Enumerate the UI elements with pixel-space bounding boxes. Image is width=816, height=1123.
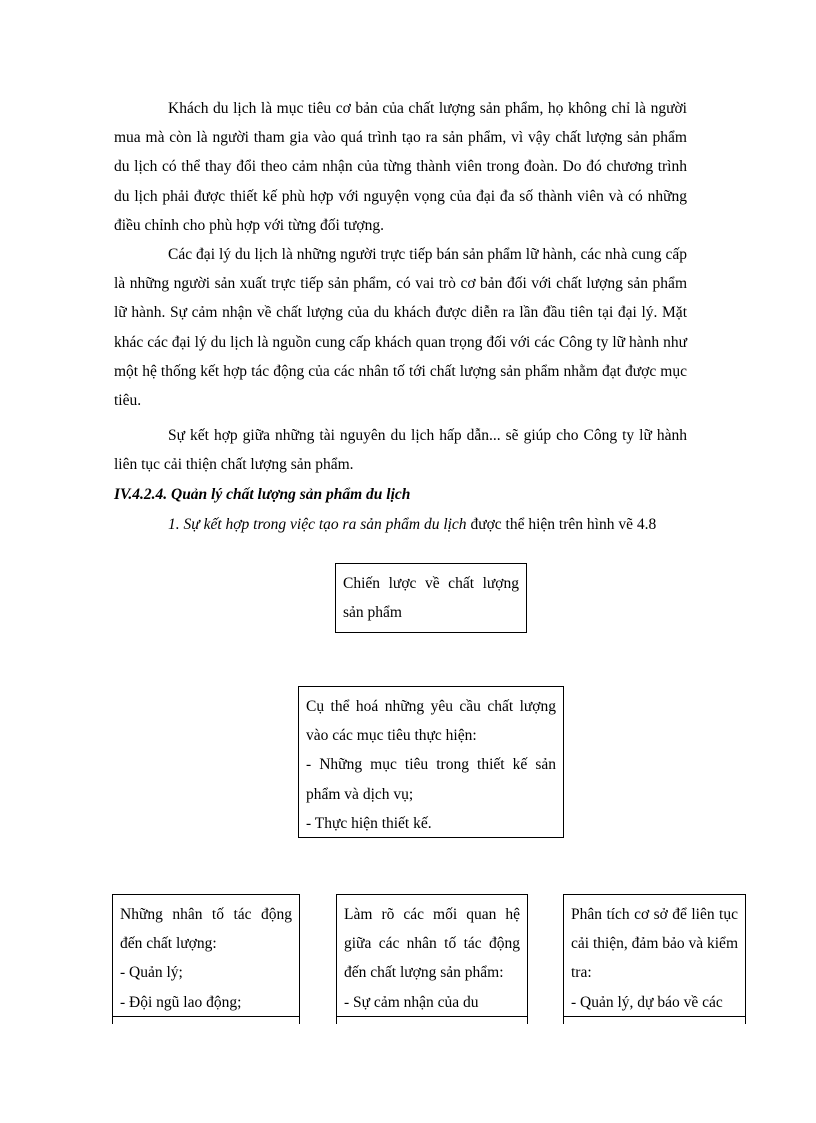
- box-improvement-analysis-line: Phân tích cơ sở để liên tục cải thiện, đảm bảo và kiểm tra:: [571, 906, 738, 982]
- subsection-title: 1. Sự kết hợp trong việc tạo ra sản phẩm du lịch: [168, 516, 467, 533]
- paragraph-agents: Các đại lý du lịch là những người trực tiếp bán sản phẩm lữ hành, các nhà cung cấp là những người sản xuất trực tiếp sản phẩm, có vai trò cơ bản đối với chất lượng sản phẩm lữ hành. Sự cảm nhận về chất lượng của du khách được diễn ra lần đầu tiên tại đại lý. Mặt khác các đại lý du lịch là nguồn cung cấp khách quan trọng đối với các Công ty lữ hành như một hệ thống kết hợp tác động của các nhân tố tới chất lượng sản phẩm nhằm đạt được mục tiêu.: [114, 246, 687, 410]
- subsection-line: [168, 514, 656, 536]
- box-specify-requirements-line: Cụ thể hoá những yêu cầu chất lượng vào các mục tiêu thực hiện:: [306, 698, 556, 745]
- box-quality-strategy: [335, 563, 527, 633]
- paragraph-resources: Sự kết hợp giữa những tài nguyên du lịch hấp dẫn... sẽ giúp cho Công ty lữ hành liên tục cải thiện chất lượng sản phẩm.: [114, 427, 687, 474]
- box-specify-requirements: [298, 686, 564, 838]
- box-factor-relations-bottom-border: [336, 1016, 528, 1017]
- box-quality-strategy-text: Chiến lược về chất lượng sản phẩm: [343, 575, 519, 622]
- box-factor-relations: [336, 894, 528, 1024]
- box-improvement-analysis-line: - Quản lý, dự báo về các: [571, 993, 723, 1011]
- box-factor-relations-line: - Sự cảm nhận của du: [344, 993, 479, 1011]
- box-quality-factors-line: - Đội ngũ lao động;: [120, 993, 242, 1011]
- paragraph-tourists: Khách du lịch là mục tiêu cơ bản của chất lượng sản phẩm, họ không chỉ là người mua mà còn là người tham gia vào quá trình tạo ra sản phẩm, vì vậy chất lượng sản phẩm du lịch có thể thay đổi theo cảm nhận của từng thành viên trong đoàn. Do đó chương trình du lịch phải được thiết kế phù hợp với nguyện vọng của đại đa số thành viên và có những điều chỉnh cho phù hợp với từng đối tượng.: [114, 100, 687, 234]
- box-quality-factors-line: Những nhân tố tác động đến chất lượng:: [120, 906, 292, 953]
- box-improvement-analysis-bottom-border: [563, 1016, 746, 1017]
- section-heading: IV.4.2.4. Quản lý chất lượng sản phẩm du lịch: [114, 486, 411, 503]
- box-quality-factors: [112, 894, 300, 1024]
- box-specify-requirements-line: - Thực hiện thiết kế.: [306, 814, 432, 832]
- box-specify-requirements-line: - Những mục tiêu trong thiết kế sản phẩm và dịch vụ;: [306, 756, 556, 803]
- box-quality-factors-line: - Quản lý;: [120, 964, 183, 982]
- box-improvement-analysis: [563, 894, 746, 1024]
- subsection-caption: được thể hiện trên hình vẽ 4.8: [466, 516, 657, 533]
- box-factor-relations-line: Làm rõ các mối quan hệ giữa các nhân tố tác động đến chất lượng sản phẩm:: [344, 906, 520, 982]
- box-quality-factors-bottom-border: [112, 1016, 300, 1017]
